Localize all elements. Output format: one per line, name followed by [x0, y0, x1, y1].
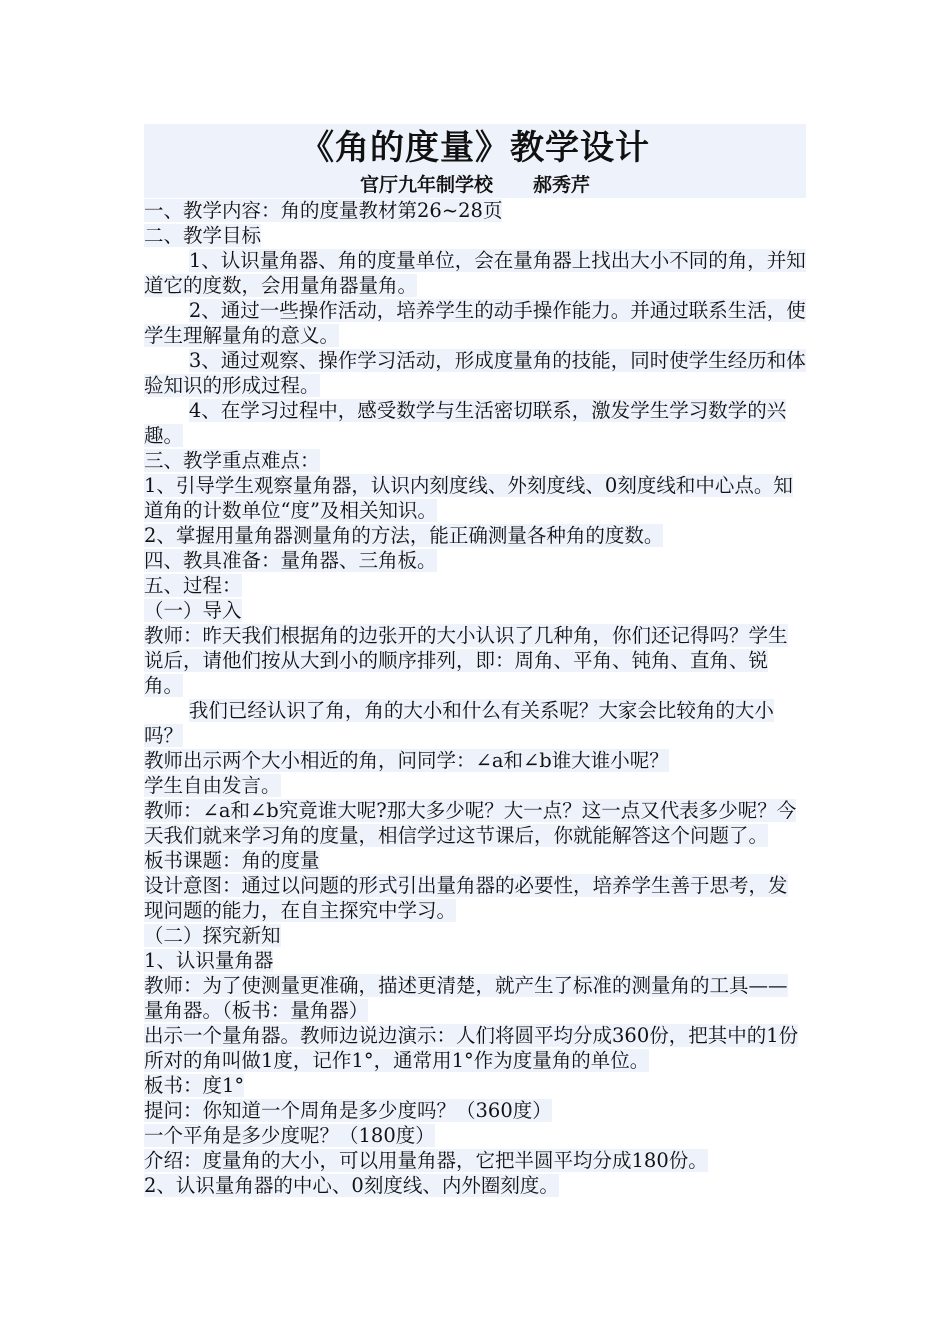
paragraph — [144, 248, 806, 298]
paragraph-text: 板书课题：角的度量 — [144, 849, 320, 872]
paragraph — [144, 448, 806, 473]
paragraph — [144, 523, 806, 548]
paragraph — [144, 873, 806, 923]
paragraph-text: 教师：昨天我们根据角的边张开的大小认识了几种角，你们还记得吗？学生说后，请他们按从大到小的顺序排列，即：周角、平角、钝角、直角、锐角。 — [144, 624, 788, 697]
paragraph-text: 3、通过观察、操作学习活动，形成度量角的技能，同时使学生经历和体验知识的形成过程。 — [144, 349, 806, 397]
paragraph — [144, 1148, 806, 1173]
author-line — [144, 172, 806, 198]
paragraph — [144, 548, 806, 573]
paragraph-text: 学生自由发言。 — [144, 774, 281, 797]
paragraph-text: 教师：∠a和∠b究竟谁大呢?那大多少呢？大一点？这一点又代表多少呢？今天我们就来学习角的度量，相信学过这节课后，你就能解答这个问题了。 — [144, 799, 797, 847]
document-page — [144, 124, 806, 1198]
paragraph-text: 提问：你知道一个周角是多少度吗？（360度） — [144, 1099, 552, 1122]
paragraph-text: 一个平角是多少度呢？（180度） — [144, 1124, 435, 1147]
paragraph — [144, 948, 806, 973]
paragraph — [144, 1073, 806, 1098]
paragraph-text: 2、通过一些操作活动，培养学生的动手操作能力。并通过联系生活，使学生理解量角的意义。 — [144, 299, 806, 347]
paragraph-text: 我们已经认识了角，角的大小和什么有关系呢？大家会比较角的大小吗？ — [144, 699, 774, 747]
paragraph-text: 一、教学内容：角的度量教材第26~28页 — [144, 199, 503, 222]
paragraph — [144, 1123, 806, 1148]
document-title: 《角的度量》教学设计 — [144, 124, 806, 172]
paragraph-text: （二）探究新知 — [144, 924, 281, 947]
paragraph-text: 2、认识量角器的中心、0刻度线、内外圈刻度。 — [144, 1174, 559, 1197]
paragraph-text: 教师：为了使测量更准确，描述更清楚，就产生了标准的测量角的工具——量角器。（板书：量角器） — [144, 974, 788, 1022]
paragraph — [144, 923, 806, 948]
paragraph — [144, 798, 806, 848]
paragraph — [144, 1173, 806, 1198]
author-name: 郝秀芹 — [533, 174, 591, 196]
paragraph-text: 出示一个量角器。教师边说边演示：人们将圆平均分成360份，把其中的1份所对的角叫做1度，记作1°，通常用1°作为度量角的单位。 — [144, 1024, 799, 1072]
paragraph-text: 四、教具准备：量角器、三角板。 — [144, 549, 437, 572]
paragraph — [144, 223, 806, 248]
paragraph — [144, 198, 806, 223]
paragraph — [144, 973, 806, 1023]
paragraph — [144, 298, 806, 348]
paragraph-text: 板书：度1° — [144, 1074, 245, 1097]
paragraph-text: 2、掌握用量角器测量角的方法，能正确测量各种角的度数。 — [144, 524, 664, 547]
paragraph-text: 1、认识量角器 — [144, 949, 274, 972]
paragraph-text: 1、引导学生观察量角器，认识内刻度线、外刻度线、0刻度线和中心点。知道角的计数单位“度”及相关知识。 — [144, 474, 793, 522]
paragraph — [144, 598, 806, 623]
paragraph — [144, 473, 806, 523]
paragraph — [144, 573, 806, 598]
document-body — [144, 198, 806, 1198]
paragraph — [144, 773, 806, 798]
paragraph — [144, 848, 806, 873]
paragraph-text: 五、过程： — [144, 574, 242, 597]
paragraph — [144, 398, 806, 448]
paragraph — [144, 623, 806, 698]
paragraph — [144, 1023, 806, 1073]
school-name: 官厅九年制学校 — [359, 174, 493, 196]
paragraph — [144, 348, 806, 398]
paragraph — [144, 748, 806, 773]
paragraph-text: 二、教学目标 — [144, 224, 262, 247]
paragraph-text: 4、在学习过程中，感受数学与生活密切联系，激发学生学习数学的兴趣。 — [144, 399, 787, 447]
paragraph-text: 1、认识量角器、角的度量单位，会在量角器上找出大小不同的角，并知道它的度数，会用量角器量角。 — [144, 249, 806, 297]
paragraph-text: 设计意图：通过以问题的形式引出量角器的必要性，培养学生善于思考，发现问题的能力，在自主探究中学习。 — [144, 874, 788, 922]
paragraph-text: 介绍：度量角的大小，可以用量角器，它把半圆平均分成180份。 — [144, 1149, 708, 1172]
paragraph — [144, 1098, 806, 1123]
paragraph-text: （一）导入 — [144, 599, 242, 622]
paragraph-text: 三、教学重点难点： — [144, 449, 320, 472]
paragraph-text: 教师出示两个大小相近的角，问同学：∠a和∠b谁大谁小呢？ — [144, 749, 669, 772]
paragraph — [144, 698, 806, 748]
